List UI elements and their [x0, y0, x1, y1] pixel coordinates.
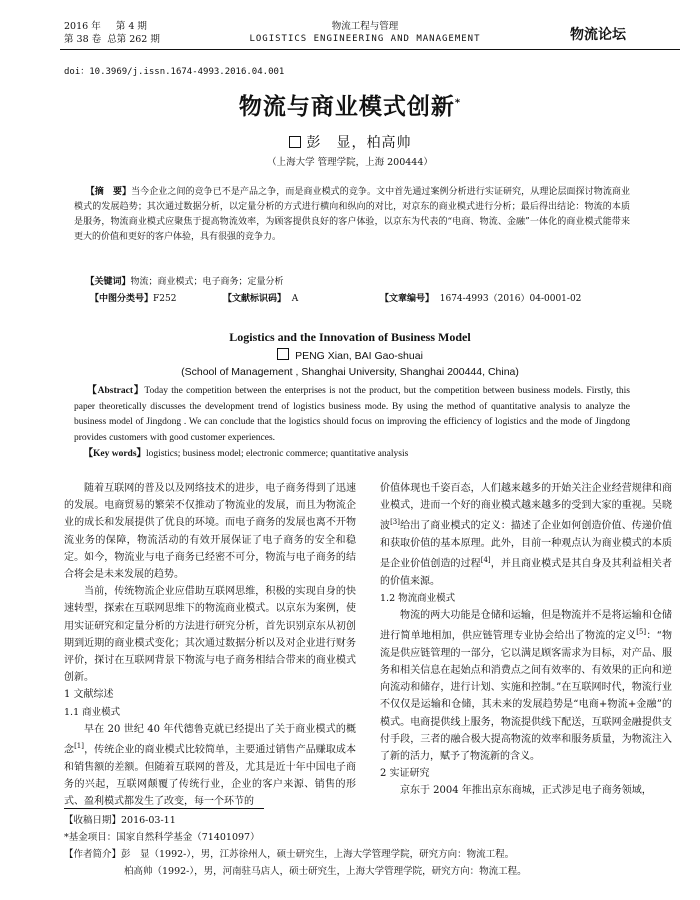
body-paragraph: 物流的两大功能是仓储和运输，但是物流并不是将运输和仓储进行简单地相加，供应链管理专业协会给出了物流的定义[5]：“物流是供应链管理的一部分，它以满足顾客需求为目标，对产品、服务和相关信息在起始点和消费点之间有效率的、有效果的正向和逆向流动和储存，进行计划、实施和控制。”在互联网时代，物流行业不仅仅是运输和仓储，其未来的发展趋势是“电商+物流+金融”的模式。电商提供线上服务，物流提供线下配送，互联网金融提供支付手段，三者的融合极大提高物流的效率和服务质量，为物流注入了新的活力，赋予了物流新的含义。	[380, 610, 672, 763]
citation-link[interactable]: [1]	[74, 742, 84, 751]
received-date: 【收稿日期】2016-03-11	[64, 815, 176, 826]
footnotes	[64, 812, 674, 880]
citation-link[interactable]: [5]	[636, 628, 647, 637]
header-year: 2016 年	[64, 21, 101, 32]
journal-name-cn: 物流工程与管理	[331, 21, 399, 32]
subsection-heading: 1.2 物流商业模式	[380, 592, 456, 604]
header-center	[230, 20, 500, 46]
clc-value: F252	[153, 294, 177, 304]
author-bio-2: 柏高帅（1992-），男，河南驻马店人，硕士研究生，上海大学管理学院，研究方向：物流工程。	[124, 866, 527, 877]
affiliation-cn: （上海大学 管理学院，上海 200444）	[267, 157, 433, 168]
header-total-issue: 总第 262 期	[107, 34, 160, 45]
clc	[90, 291, 176, 304]
body-right-column	[380, 480, 672, 800]
citation-link[interactable]: [4]	[480, 556, 491, 565]
abstract-cn-text: 当今企业之间的竞争已不是产品之争，而是商业模式的竞争。文中首先通过案例分析进行实证研究，从理论层面探讨物流商业模式的发展趋势；其次通过数据分析，以定量分析的方式进行横向和纵向的对比，对京东的商业模式进行分析；最后得出结论：物流的本质是服务，物流商业模式应聚焦于提高物流效率，为顾客提供良好的客户体验，以京东为代表的“电商、物流、金融”一体化的商业模式能带来更大的价值和更好的客户体验，具有很强的竞争力。	[74, 187, 630, 242]
body-paragraph: 当前，传统物流企业应借助互联网思维，积极的实现自身的快速转型，探索在互联网思维下的物流商业模式。以京东为案例，使用实证研究和定量分析的方法进行研究分析，首先识别京东从初创期到近期的商业模式变化；其次通过数据分析以及对企业进行财务评价，探讨在互联网背景下物流与电子商务相结合带来的商业模式创新。	[64, 586, 356, 684]
title-en: Logistics and the Innovation of Business Model	[229, 330, 471, 344]
article-no-label: 【文章编号】	[380, 294, 435, 304]
title-cn: 物流与商业模式创新	[238, 94, 455, 120]
body-paragraph: 早在 20 世纪 40 年代德鲁克就已经提出了关于商业模式的概念[1]，传统企业的商业模式比较简单，主要通过销售产品赚取成本和销售额的差额。但随着互联网的普及，尤其是近十年中国电子商务的兴起，互联网颠覆了传统行业，企业的客户来源、销售的形式、盈利模式都发生了改变，每一个环节的	[64, 723, 357, 807]
section-heading: 2 实证研究	[380, 768, 430, 780]
section-label: 物流论坛	[570, 27, 626, 43]
section-heading: 1 文献综述	[64, 689, 114, 701]
header-rule	[60, 49, 680, 50]
footnote-rule	[64, 808, 264, 809]
body-paragraph: 京东于 2004 年推出京东商城，正式涉足电子商务领域，	[400, 785, 652, 797]
page-title	[0, 88, 700, 121]
doi[interactable]: doi：10.3969/j.issn.1674-4993.2016.04.001	[64, 67, 285, 77]
authors-cn-text: 彭 显，柏高帅	[306, 135, 412, 151]
keywords-cn-text: 物流；商业模式；电子商务；定量分析	[130, 277, 284, 287]
header-issue: 第 4 期	[115, 21, 147, 32]
affiliation-en: (School of Management , Shanghai University, Shanghai 200444, China)	[181, 366, 519, 378]
doc-code-value: A	[291, 294, 299, 304]
keywords-en	[74, 447, 630, 463]
authors-en-text: PENG Xian, BAI Gao-shuai	[295, 350, 423, 362]
header-left	[64, 20, 160, 46]
article-no	[380, 291, 581, 304]
keywords-cn	[74, 275, 630, 290]
doc-code-label: 【文献标识码】	[223, 294, 287, 304]
authors-cn	[0, 132, 700, 152]
doc-code	[223, 291, 298, 304]
body-paragraph: 价值体现也千姿百态，人们越来越多的开始关注企业经营规律和商业模式，进而一个好的商业模式越来越多的受到大家的重视。吴晓波[3]给出了商业模式的定义：描述了企业如何创造价值、传递价值和获取价值的基本原理。此外，目前一种观点认为商业模式的本质是企业价值创造的过程[4]，并且商业模式是其自身及其利益相关者的价值来源。	[380, 483, 673, 587]
abstract-en-label: 【Abstract】	[87, 386, 145, 396]
authors-en	[0, 348, 700, 362]
abstract-cn	[74, 185, 630, 245]
journal-name-en: LOGISTICS ENGINEERING AND MANAGEMENT	[249, 34, 481, 44]
abstract-cn-label: 【摘 要】	[85, 187, 132, 197]
fund-note: *基金项目：国家自然科学基金（71401097）	[64, 832, 260, 843]
keywords-en-text: logistics; business model; electronic commerce; quantitative analysis	[146, 449, 409, 459]
title-fund-mark: *	[454, 97, 462, 109]
body-paragraph: 随着互联网的普及以及网络技术的进步，电子商务得到了迅速的发展。电商贸易的繁荣不仅推动了物流业的发展，而且为物流企业的成长和发展提供了优良的环境。而电子商务的发展也离不开物流业务的保障，物流活动的有效开展保证了电子商务的安全和稳定。如今，物流业与电子商务已经密不可分，物流与电子商务的结合将会是未来发展的趋势。	[64, 483, 356, 581]
header-volume: 第 38 卷	[64, 34, 102, 45]
clc-label: 【中图分类号】	[90, 294, 154, 304]
keywords-en-label: 【Key words】	[83, 449, 147, 459]
citation-link[interactable]: [3]	[390, 518, 400, 527]
article-no-value: 1674-4993（2016）04-0001-02	[439, 294, 582, 304]
author-bio-1: 【作者简介】彭 显（1992-），男，江苏徐州人，硕士研究生，上海大学管理学院，研究方向：物流工程。	[64, 849, 515, 860]
checkbox-icon	[289, 136, 301, 148]
checkbox-icon	[277, 348, 289, 360]
keywords-cn-label: 【关键词】	[85, 277, 131, 287]
body-left-column	[64, 480, 356, 810]
abstract-en	[74, 384, 630, 446]
abstract-en-text: Today the competition between the enterprises is not the product, but the competition between business models. Firstly, this paper theoretically discusses the development trend of logistics business mode. By using the method of quantitative analysis to analyze the business model of Jingdong . We can conclude that the logistics should focus on improving the efficiency of logistics and the mode of Jingdong provides customers with good customer experiences.	[74, 386, 631, 443]
subsection-heading: 1.1 商业模式	[64, 706, 121, 718]
